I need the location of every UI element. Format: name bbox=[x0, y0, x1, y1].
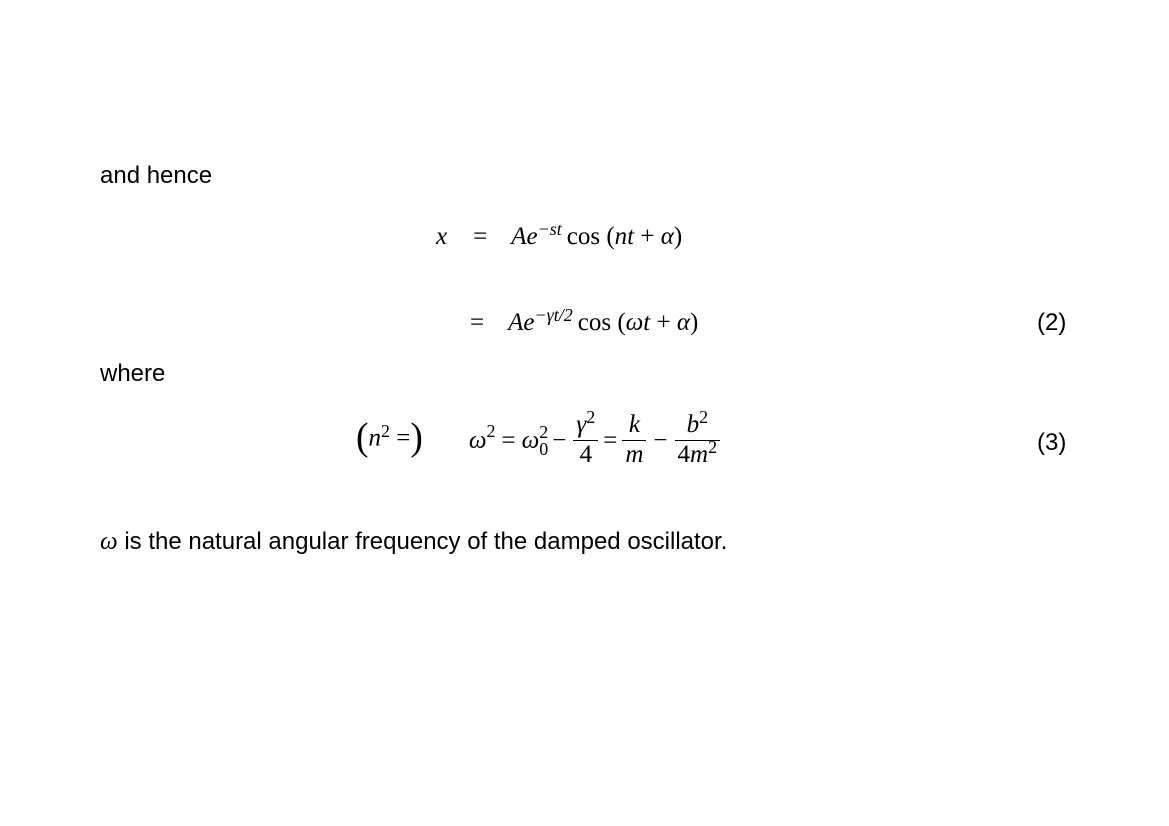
eq1-func: cos bbox=[566, 223, 601, 250]
eq3-paren-exp: 2 bbox=[381, 420, 390, 441]
eq1-rparen: ) bbox=[673, 223, 683, 250]
eq3-minus-b: − bbox=[653, 426, 668, 454]
eq1-rel: = bbox=[473, 223, 488, 250]
eq3-m2-den-var: m bbox=[690, 440, 709, 468]
eq3-b-fraction bbox=[675, 406, 721, 470]
eq3-m-den: m bbox=[625, 440, 644, 468]
eq1-lhs: x bbox=[436, 223, 448, 250]
eq1-arg-op: + bbox=[640, 223, 655, 250]
eq1-lparen: ( bbox=[606, 223, 615, 250]
eq1-exponent: −st bbox=[537, 219, 562, 239]
eq3-paren-var: n bbox=[368, 424, 381, 452]
eq3-b-exp: 2 bbox=[699, 406, 709, 427]
eq2-rparen: ) bbox=[690, 309, 699, 336]
eq3-omega0-sup: 2 bbox=[539, 421, 549, 442]
eq1-base: e bbox=[526, 223, 538, 250]
eq1-coef: A bbox=[511, 223, 527, 250]
eq3-paren-close: ) bbox=[410, 416, 423, 460]
eq3-gamma-fraction bbox=[573, 406, 598, 470]
eq2-rel: = bbox=[470, 309, 485, 336]
eq2-lparen: ( bbox=[617, 309, 626, 336]
eq3-gamma-num: γ bbox=[576, 410, 587, 438]
eq2-coef: A bbox=[508, 309, 524, 336]
equation-1 bbox=[436, 219, 683, 250]
eq2-arg-op: + bbox=[656, 309, 671, 336]
eq3-gamma-den: 4 bbox=[579, 440, 593, 468]
equation-3-number: (3) bbox=[1037, 429, 1067, 456]
eq3-k-fraction bbox=[622, 411, 646, 470]
eq3-omega0: ω bbox=[521, 426, 540, 454]
eq2-base: e bbox=[523, 309, 535, 336]
equation-2-number: (2) bbox=[1037, 309, 1067, 336]
omega-symbol: ω bbox=[100, 528, 118, 555]
equation-3 bbox=[356, 404, 723, 476]
eq3-omega: ω bbox=[468, 426, 487, 454]
eq1-arg-phase: α bbox=[660, 223, 674, 250]
text-and-hence: and hence bbox=[100, 162, 213, 189]
text-conclusion bbox=[100, 529, 727, 554]
eq3-aside bbox=[356, 416, 423, 460]
eq3-k-num: k bbox=[622, 411, 646, 441]
equation-2 bbox=[470, 305, 699, 336]
eq2-arg-var: ωt bbox=[625, 309, 651, 336]
eq3-minus-a: − bbox=[552, 426, 567, 454]
eq3-eq-a: = bbox=[501, 426, 516, 454]
eq1-arg-var: nt bbox=[614, 223, 635, 250]
eq2-exponent: −γt/2 bbox=[534, 305, 573, 325]
eq3-gamma-exp: 2 bbox=[586, 406, 596, 427]
eq3-paren-eq: = bbox=[396, 424, 411, 452]
eq3-b-num: b bbox=[686, 410, 700, 438]
eq3-paren-open: ( bbox=[356, 416, 369, 460]
eq3-m2-den-coef: 4 bbox=[677, 440, 691, 468]
conclusion-sentence: is the natural angular frequency of the damped oscillator. bbox=[117, 528, 728, 555]
text-where: where bbox=[100, 360, 166, 387]
eq3-omega-exp: 2 bbox=[486, 421, 496, 441]
eq2-arg-phase: α bbox=[676, 309, 690, 336]
eq3-m2-den-exp: 2 bbox=[708, 436, 718, 457]
eq3-omega0-sub: 0 bbox=[539, 439, 549, 459]
eq3-eq-b: = bbox=[603, 426, 618, 454]
eq2-func: cos bbox=[577, 309, 612, 336]
